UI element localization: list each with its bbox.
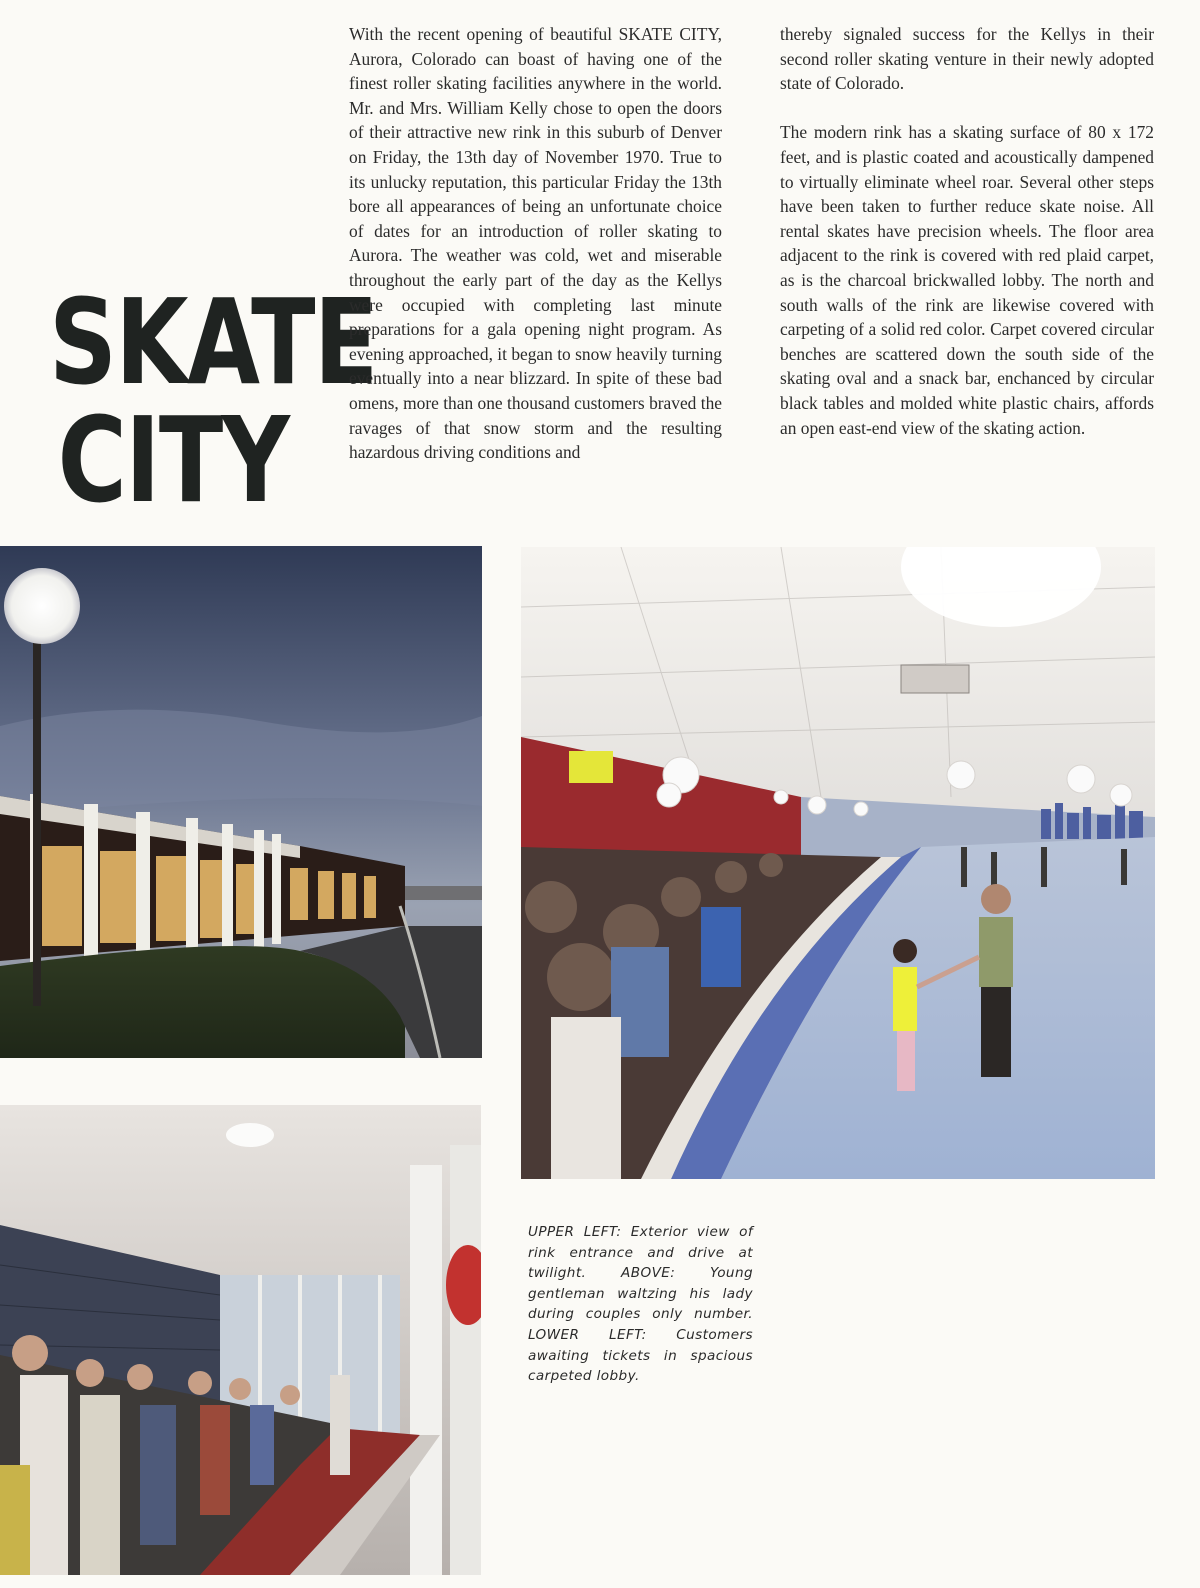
paragraph: With the recent opening of beautiful SKATE CITY, Aurora, Colorado can boast of having one of the finest roller skating facilities anywhere in the world. Mr. and Mrs. William Kelly chose to open the doors of their attractive new rink in this suburb of Denver on Friday, the 13th day of November 1970. True to its unlucky reputation, this particular Friday the 13th bore all appearances of being an unfortunate choice of dates for an introduction of roller skating to Aurora. The weather was cold, wet and miserable throughout the early part of the day as the Kellys were occupied with completing last minute preparations for a gala opening night program. As evening approached, it began to snow heavily turning eventually into a near blizzard. In spite of these bad omens, more than one thousand customers braved the ravages of that snow storm and the resulting hazardous driving conditions and [349, 24, 722, 463]
photo-lobby-customers [0, 1105, 481, 1575]
article-headline [18, 273, 377, 529]
photo-caption: UPPER LEFT: Exterior view of rink entrance and drive at twilight. ABOVE: Young gentleman waltzing his lady during couples only number. LOWER LEFT: Customers awaiting tickets in spacious carpeted lobby. [528, 1224, 753, 1385]
text-column-left [349, 22, 722, 489]
paragraph: thereby signaled success for the Kellys in their second roller skating venture in their newly adopted state of Colorado. [780, 24, 1154, 94]
photo-exterior-twilight [0, 546, 482, 1058]
paragraph: The modern rink has a skating surface of 80 x 172 feet, and is plastic coated and acoustically dampened to virtually eliminate wheel roar. Several other steps have been taken to further reduce skate noise. All rental skates have precision wheels. The floor area adjacent to the rink is covered with red plaid carpet, as is the charcoal brickwalled lobby. The north and south walls of the rink are likewise covered with carpeting of a solid red color. Carpet covered circular benches are scattered down the south side of the skating oval and a snack bar, enchanced by circular black tables and molded white plastic chairs, affords an open east-end view of the skating action. [780, 122, 1154, 438]
photo-rink-couples-skating [521, 547, 1155, 1179]
headline-line-2: CITY [57, 390, 289, 529]
text-column-right [780, 22, 1154, 465]
headline-line-1: SKATE [49, 273, 377, 411]
